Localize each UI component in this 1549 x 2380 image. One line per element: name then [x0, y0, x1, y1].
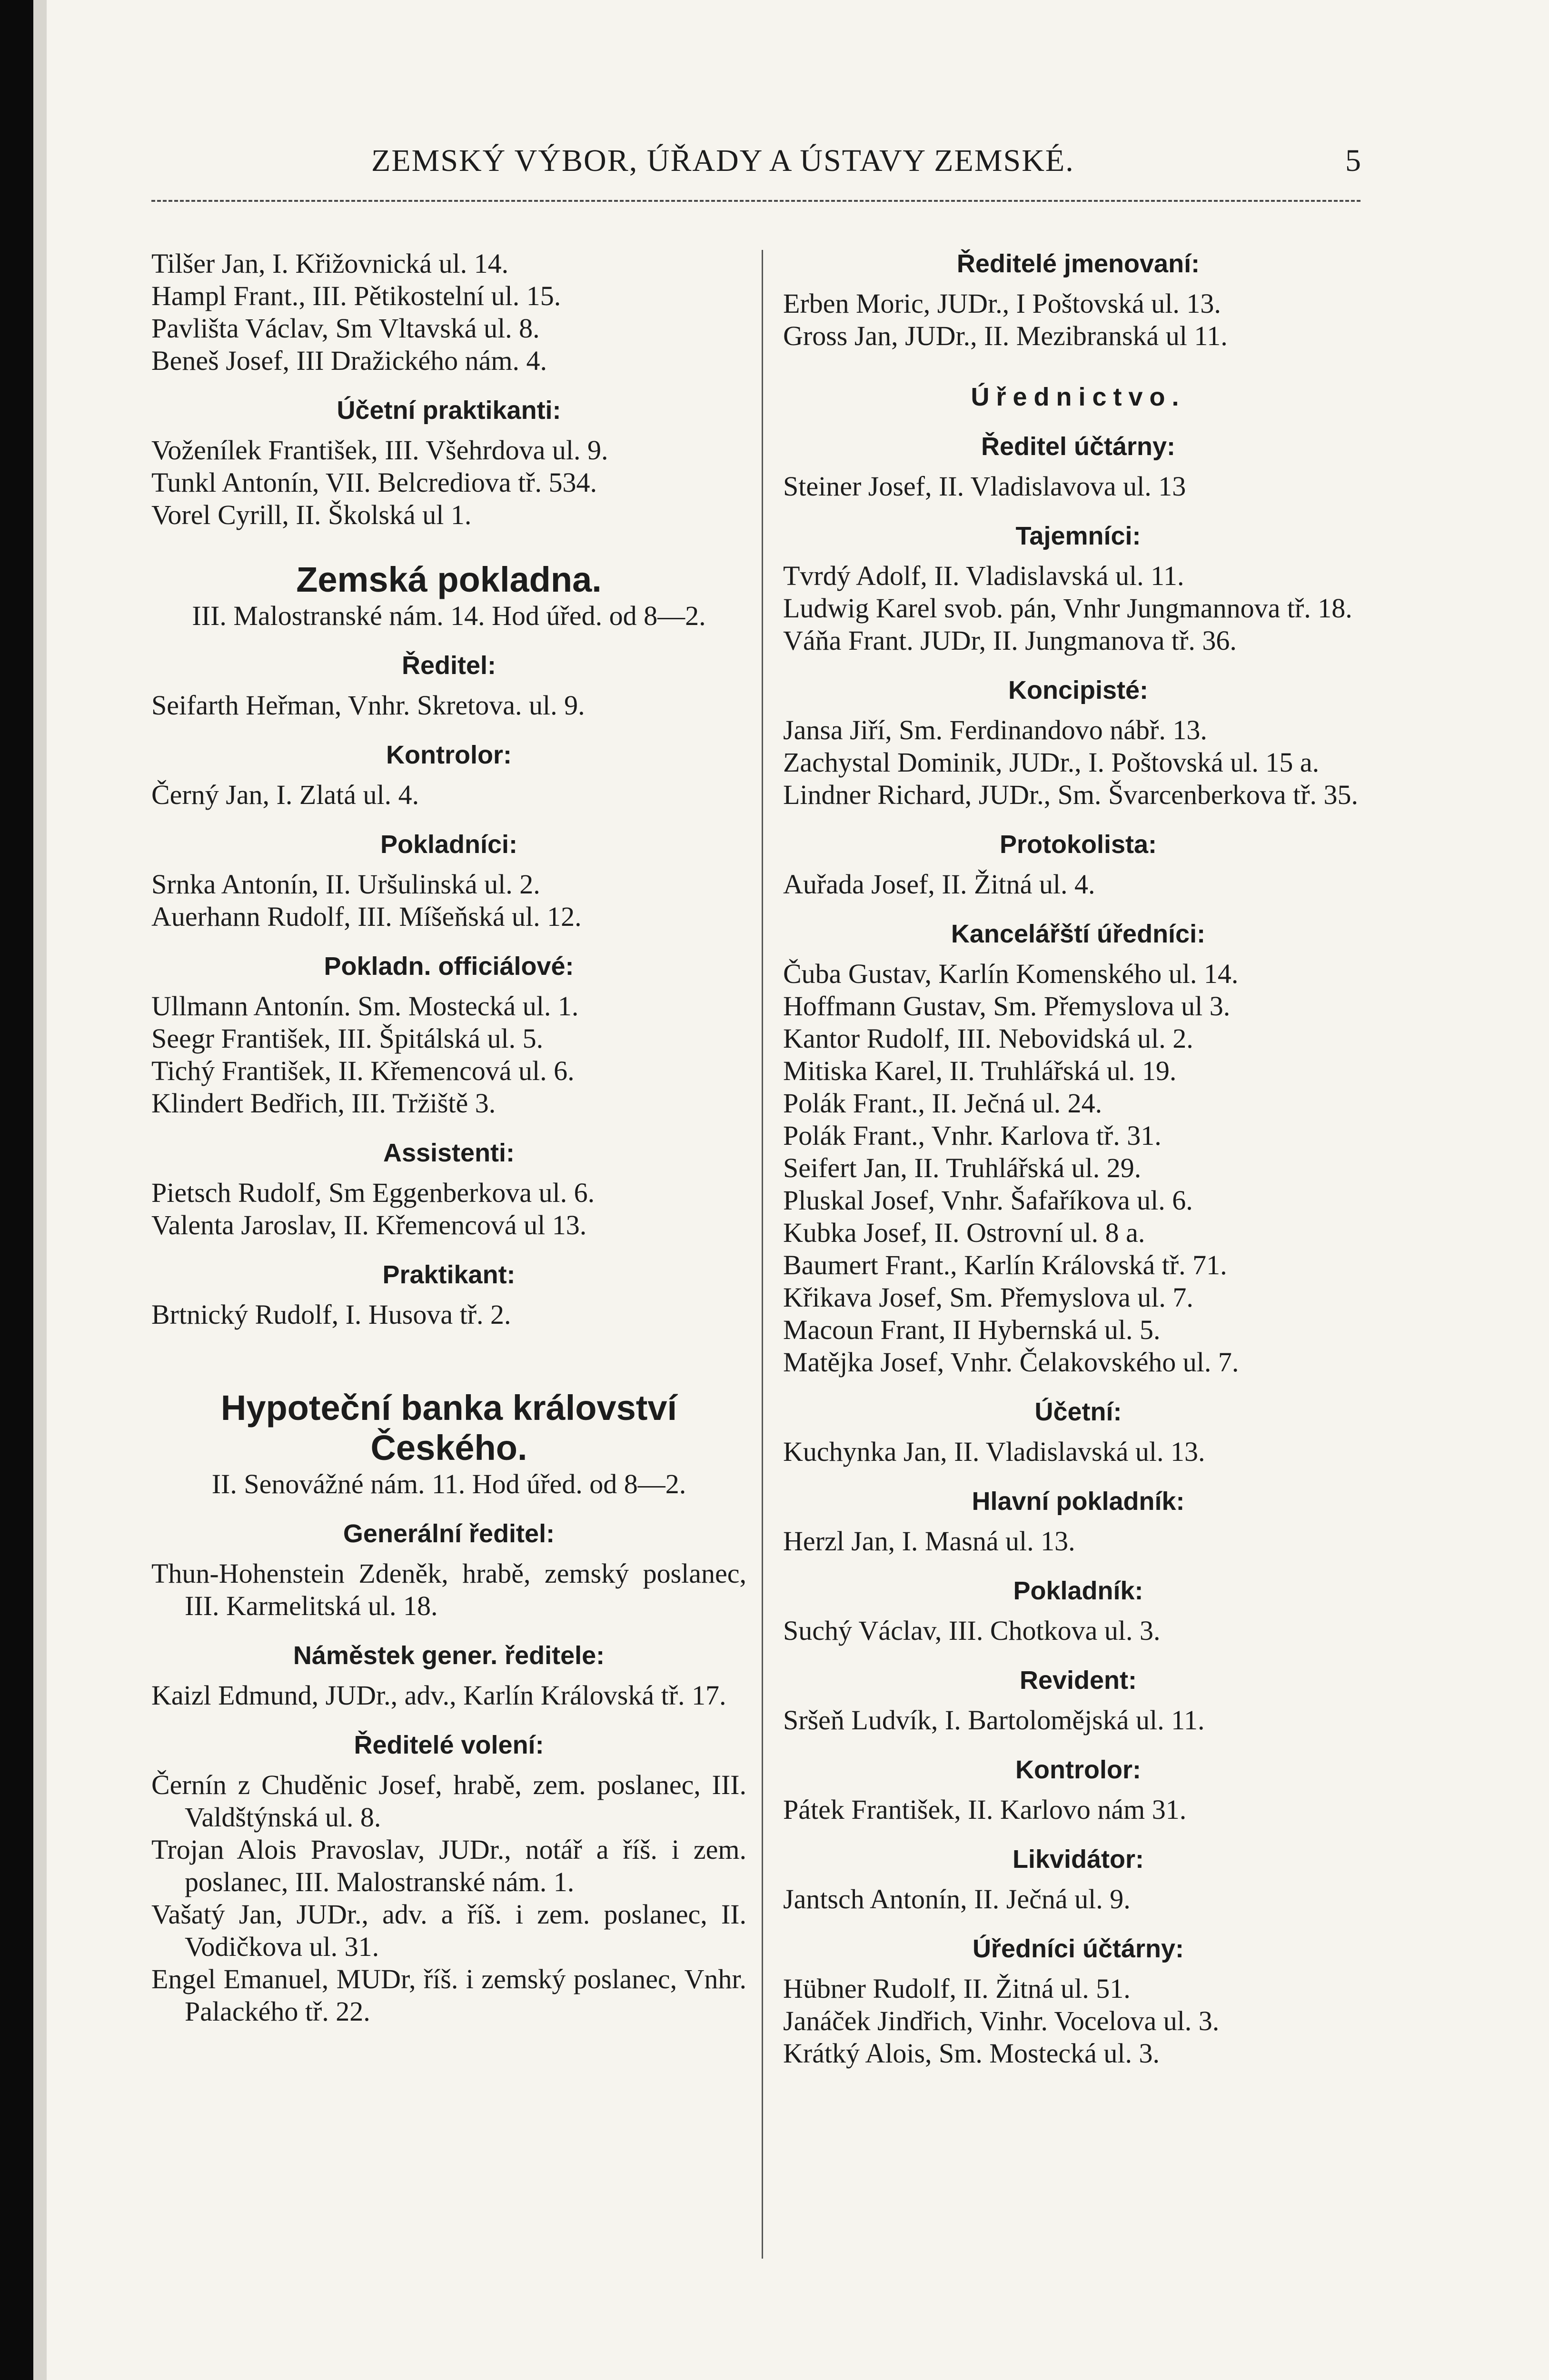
section-heading: Kontrolor: [1015, 1755, 1141, 1784]
section-heading: Praktikant: [382, 1260, 516, 1289]
list-entry: Brtnický Rudolf, I. Husova tř. 2. [151, 1299, 511, 1330]
list-entry: Beneš Josef, III Dražického nám. 4. [151, 345, 547, 376]
list-entry: Tichý František, II. Křemencová ul. 6. [151, 1055, 575, 1086]
list-entry: Suchý Václav, III. Chotkova ul. 3. [783, 1615, 1161, 1646]
list-entry: Pietsch Rudolf, Sm Eggenberkova ul. 6. [151, 1177, 595, 1208]
list-entry: Macoun Frant, II Hybernská ul. 5. [783, 1314, 1161, 1345]
list-entry: Matějka Josef, Vnhr. Čelakovského ul. 7. [783, 1347, 1239, 1378]
list-entry: Klindert Bedřich, III. Tržiště 3. [151, 1088, 496, 1119]
list-entry: Seifarth Heřman, Vnhr. Skretova. ul. 9. [151, 690, 585, 721]
list-entry: Auerhann Rudolf, III. Míšeňská ul. 12. [151, 901, 582, 932]
list-entry: Erben Moric, JUDr., I Poštovská ul. 13. [783, 288, 1221, 319]
list-entry: Tilšer Jan, I. Křižovnická ul. 14. [151, 248, 509, 279]
section-heading: Protokolista: [999, 830, 1157, 859]
section-heading: Revident: [1019, 1666, 1137, 1695]
column-divider [762, 250, 763, 2259]
section-heading: Ředitelé jmenovaní: [956, 249, 1200, 278]
running-header: ZEMSKÝ VÝBOR, ÚŘADY A ÚSTAVY ZEMSKÉ. [371, 143, 1074, 178]
list-entry: Trojan Alois Pravoslav, JUDr., notář a říš. i zem. poslanec, III. Malostranské nám. 1. [151, 1834, 746, 1897]
list-entry: Baumert Frant., Karlín Královská tř. 71. [783, 1250, 1227, 1280]
list-entry: Pavlišta Václav, Sm Vltavská ul. 8. [151, 313, 540, 344]
list-entry: Ludwig Karel svob. pán, Vnhr Jungmannova tř. 18. [783, 593, 1352, 624]
office-address: II. Senovážné nám. 11. Hod úřed. od 8—2. [211, 1468, 686, 1499]
section-heading: Likvidátor: [1012, 1845, 1144, 1874]
list-entry: Herzl Jan, I. Masná ul. 13. [783, 1526, 1075, 1557]
list-entry: Hampl Frant., III. Pětikostelní ul. 15. [151, 280, 561, 311]
list-entry: Thun-Hohenstein Zdeněk, hrabě, zemský poslanec, III. Karmelitská ul. 18. [151, 1558, 746, 1621]
office-address: III. Malostranské nám. 14. Hod úřed. od 8—2. [192, 600, 706, 631]
section-heading: Tajemníci: [1015, 522, 1141, 550]
list-entry: Pátek František, II. Karlovo nám 31. [783, 1794, 1187, 1825]
section-heading: Pokladn. officiálové: [324, 952, 574, 981]
section-heading: Assistenti: [383, 1139, 515, 1167]
list-entry: Srnka Antonín, II. Uršulinská ul. 2. [151, 869, 540, 900]
section-heading: Ředitelé volení: [354, 1731, 544, 1759]
list-entry: Voženílek František, III. Všehrdova ul. 9. [151, 435, 608, 466]
list-entry: Černý Jan, I. Zlatá ul. 4. [151, 779, 419, 810]
list-entry: Tunkl Antonín, VII. Belcrediova tř. 534. [151, 467, 597, 498]
list-entry: Kaizl Edmund, JUDr., adv., Karlín Královská tř. 17. [151, 1680, 726, 1711]
list-entry: Ullmann Antonín. Sm. Mostecká ul. 1. [151, 991, 579, 1021]
list-entry: Vašatý Jan, JUDr., adv. a říš. i zem. poslanec, II. Vodičkova ul. 31. [151, 1899, 746, 1962]
book-gutter-shadow [0, 0, 33, 2380]
section-heading: Účetní praktikanti: [337, 396, 561, 425]
institution-heading: Zemská pokladna. [296, 560, 602, 599]
list-entry: Janáček Jindřich, Vinhr. Vocelova ul. 3. [783, 2005, 1220, 2036]
section-heading: Koncipisté: [1008, 676, 1149, 704]
section-heading: Kancelářští úředníci: [951, 920, 1206, 948]
list-entry: Tvrdý Adolf, II. Vladislavská ul. 11. [783, 560, 1184, 591]
list-entry: Hoffmann Gustav, Sm. Přemyslova ul 3. [783, 991, 1231, 1021]
list-entry: Vorel Cyrill, II. Školská ul 1. [151, 499, 472, 530]
section-heading: Ředitel: [401, 651, 496, 680]
section-heading: Náměstek gener. ředitele: [293, 1641, 605, 1670]
list-entry: Jantsch Antonín, II. Ječná ul. 9. [783, 1884, 1131, 1914]
list-entry: Gross Jan, JUDr., II. Mezibranská ul 11. [783, 320, 1228, 351]
section-heading: Úřednictvo. [971, 383, 1186, 411]
section-heading: Ředitel účtárny: [981, 432, 1176, 461]
list-entry: Kubka Josef, II. Ostrovní ul. 8 a. [783, 1217, 1145, 1248]
list-entry: Auřada Josef, II. Žitná ul. 4. [783, 869, 1095, 900]
list-entry: Hübner Rudolf, II. Žitná ul. 51. [783, 1973, 1131, 2004]
list-entry: Valenta Jaroslav, II. Křemencová ul 13. [151, 1210, 587, 1240]
list-entry: Engel Emanuel, MUDr, říš. i zemský poslanec, Vnhr. Palackého tř. 22. [151, 1964, 746, 2027]
list-entry: Zachystal Dominik, JUDr., I. Poštovská ul. 15 a. [783, 747, 1320, 778]
list-entry: Krátký Alois, Sm. Mostecká ul. 3. [783, 2038, 1160, 2069]
right-column [783, 248, 1373, 2070]
book-page-edge [33, 0, 47, 2380]
list-entry: Steiner Josef, II. Vladislavova ul. 13 [783, 471, 1186, 502]
section-heading: Pokladník: [1013, 1577, 1143, 1605]
list-entry: Kuchynka Jan, II. Vladislavská ul. 13. [783, 1436, 1205, 1467]
left-column [151, 248, 746, 2028]
section-heading: Účetní: [1034, 1398, 1122, 1426]
list-entry: Seifert Jan, II. Truhlářská ul. 29. [783, 1152, 1142, 1183]
list-entry: Mitiska Karel, II. Truhlářská ul. 19. [783, 1055, 1177, 1086]
section-heading: Hlavní pokladník: [972, 1487, 1185, 1516]
list-entry: Pluskal Josef, Vnhr. Šafaříkova ul. 6. [783, 1185, 1193, 1216]
list-entry: Černín z Chuděnic Josef, hrabě, zem. poslanec, III. Valdštýnská ul. 8. [151, 1769, 746, 1833]
list-entry: Polák Frant., Vnhr. Karlova tř. 31. [783, 1120, 1162, 1151]
section-heading: Kontrolor: [386, 741, 512, 769]
list-entry: Jansa Jiří, Sm. Ferdinandovo nábř. 13. [783, 714, 1207, 745]
institution-heading: Hypoteční banka království Českého. [220, 1388, 677, 1468]
list-entry: Sršeň Ludvík, I. Bartolomějská ul. 11. [783, 1705, 1205, 1735]
section-heading: Pokladníci: [380, 830, 518, 859]
section-heading: Generální ředitel: [343, 1519, 555, 1548]
list-entry: Lindner Richard, JUDr., Sm. Švarcenberkova tř. 35. [783, 779, 1359, 810]
section-heading: Úředníci účtárny: [972, 1934, 1184, 1963]
list-entry: Křikava Josef, Sm. Přemyslova ul. 7. [783, 1282, 1193, 1313]
list-entry: Čuba Gustav, Karlín Komenského ul. 14. [783, 958, 1239, 989]
page-number: 5 [1345, 143, 1361, 178]
list-entry: Kantor Rudolf, III. Nebovidská ul. 2. [783, 1023, 1193, 1054]
list-entry: Váňa Frant. JUDr, II. Jungmanova tř. 36. [783, 625, 1237, 656]
list-entry: Seegr František, III. Špitálská ul. 5. [151, 1023, 544, 1054]
list-entry: Polák Frant., II. Ječná ul. 24. [783, 1088, 1102, 1119]
header-rule [151, 200, 1360, 202]
